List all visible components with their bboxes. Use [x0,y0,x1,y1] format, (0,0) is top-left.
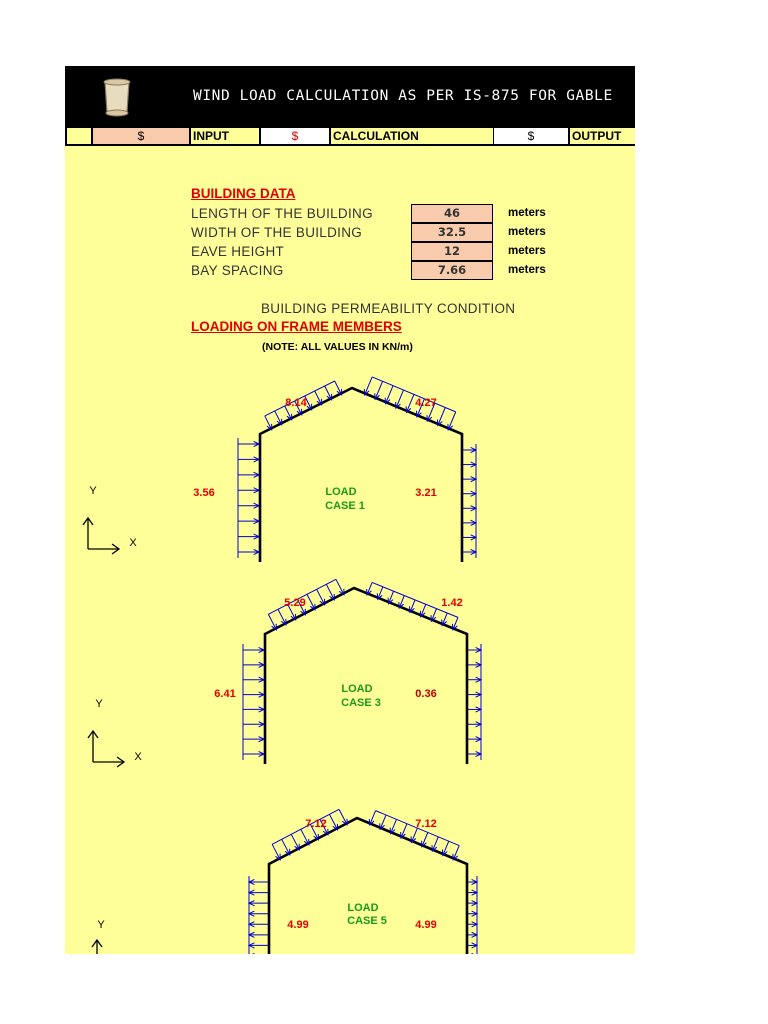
input-swatch: $ [93,128,189,144]
page-title: WIND LOAD CALCULATION AS PER IS-875 FOR GABLE [193,88,613,104]
bay-spacing-label: BAY SPACING [191,263,284,278]
roof-left-load-arrow [339,809,347,825]
eave-height-unit: meters [508,245,546,257]
loading-heading: LOADING ON FRAME MEMBERS [191,319,402,334]
case5-label-line2: CASE 5 [347,915,387,927]
frame-diagrams [65,66,635,954]
axis-y-label-3: Y [97,919,105,931]
output-swatch: $ [494,128,568,144]
load-case-1-diagram [238,377,476,562]
axis-x-label-1: X [129,537,137,549]
permeability-label: BUILDING PERMEABILITY CONDITION [261,301,516,316]
case3-roof-right-value: 1.42 [441,597,463,609]
case5-wall-left-value: 4.99 [287,919,309,931]
case5-wall-right-value: 4.99 [415,919,437,931]
left-wall-load-arrow-head [249,953,254,954]
length-input[interactable]: 46 [411,204,493,223]
case5-roof-left-value: 7.12 [305,818,327,830]
roof-left-load-arrow [278,609,286,625]
roof-left-load-arrow [282,839,290,855]
bay-spacing-unit: meters [508,264,546,276]
case1-wall-left-value: 3.56 [193,487,215,499]
axis-x-label-2: X [134,751,142,763]
load-case-5-diagram [249,809,477,954]
case1-label-line1: LOAD [325,486,357,498]
roof-left-load-arrow [317,589,325,605]
axis-arrows [83,518,124,954]
bay-spacing-input[interactable]: 7.66 [411,261,493,280]
frame-outline [260,388,462,562]
calculation-swatch: $ [261,128,329,144]
width-input[interactable]: 32.5 [411,223,493,242]
roof-left-load-arrow [326,584,334,600]
roof-left-load-arrow [272,844,280,860]
case1-roof-right-value: 4.27 [415,397,437,409]
width-unit: meters [508,226,546,238]
right-wall-load-arrow-head [472,953,477,954]
roof-left-load-arrow [336,579,344,595]
width-label: WIDTH OF THE BUILDING [191,225,363,240]
case1-label-line2: CASE 1 [325,500,365,512]
axis-y-label-1: Y [89,485,97,497]
case3-label-line1: LOAD [341,683,373,695]
building-data-heading: BUILDING DATA [191,186,296,201]
case1-wall-right-value: 3.21 [415,487,437,499]
length-label: LENGTH OF THE BUILDING [191,206,373,221]
roof-left-load-arrow [301,829,309,845]
roof-left-load-arrow [291,834,299,850]
roof-left-load-arrow [307,594,315,610]
output-legend-label: OUTPUT [570,128,635,144]
axis-y-label-2: Y [95,698,103,710]
roof-left-load-arrow [329,814,337,830]
case1-roof-left-value: 8.14 [285,397,307,409]
loading-note: (NOTE: ALL VALUES IN KN/m) [262,341,413,353]
case3-wall-right-value: 0.36 [415,688,437,700]
roof-left-load-arrow [268,614,276,630]
case5-label-line1: LOAD [347,902,379,914]
spreadsheet-sheet [65,66,635,954]
length-unit: meters [508,207,546,219]
eave-height-input[interactable]: 12 [411,242,493,261]
case3-wall-left-value: 6.41 [214,688,236,700]
input-legend-label: INPUT [191,128,259,144]
case3-label-line2: CASE 3 [341,697,381,709]
eave-height-label: EAVE HEIGHT [191,244,285,259]
case3-roof-left-value: 5.29 [284,597,306,609]
calculation-legend-label: CALCULATION [331,128,493,144]
case5-roof-right-value: 7.12 [415,818,437,830]
